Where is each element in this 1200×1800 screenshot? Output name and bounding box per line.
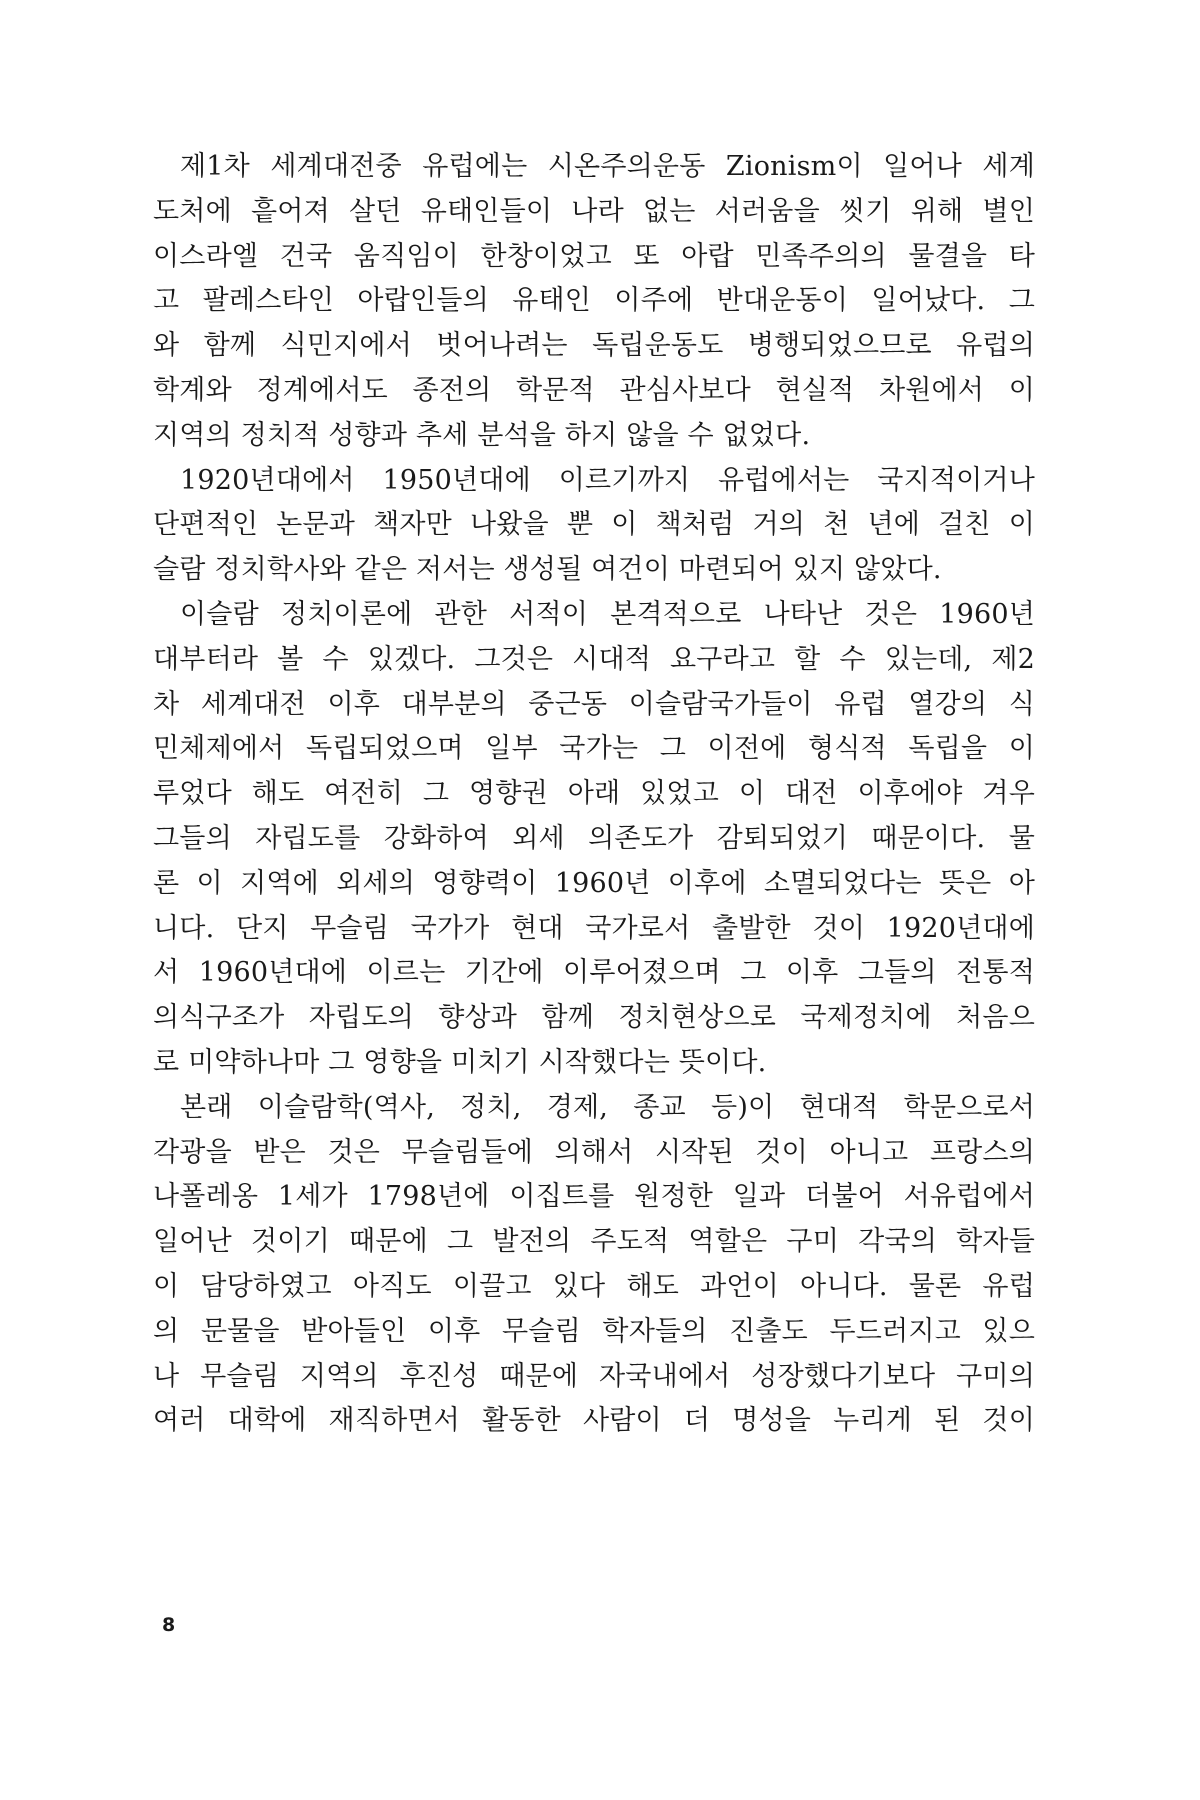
text-line: 의식구조가 자립도의 향상과 함께 정치현상으로 국제정치에 처음으 [153,1002,1035,1034]
body-text [153,145,1035,1444]
paragraph-4 [153,1086,1035,1444]
text-line: 나 무슬림 지역의 후진성 때문에 자국내에서 성장했다기보다 구미의 [153,1360,1035,1392]
text-line: 본래 이슬람학(역사, 정치, 경제, 종교 등)이 현대적 학문으로서 [180,1091,1035,1123]
text-line: 나폴레옹 1세가 1798년에 이집트를 원정한 일과 더불어 서유럽에서 [153,1181,1035,1213]
text-line: 루었다 해도 여전히 그 영향권 아래 있었고 이 대전 이후에야 겨우 [153,778,1035,810]
text-line: 론 이 지역에 외세의 영향력이 1960년 이후에 소멸되었다는 뜻은 아 [153,867,1035,899]
text-line: 서 1960년대에 이르는 기간에 이루어졌으며 그 이후 그들의 전통적 [153,957,1035,989]
text-line: 슬람 정치학사와 같은 저서는 생성될 여건이 마련되어 있지 않았다. [153,554,942,586]
paragraph-1 [153,145,1035,459]
text-line: 이슬람 정치이론에 관한 서적이 본격적으로 나타난 것은 1960년 [180,598,1035,630]
text-line: 지역의 정치적 성향과 추세 분석을 하지 않을 수 없었다. [153,419,811,451]
text-line: 여러 대학에 재직하면서 활동한 사람이 더 명성을 누리게 된 것이 [153,1405,1035,1437]
text-line: 제1차 세계대전중 유럽에는 시온주의운동 Zionism이 일어나 세계 [180,151,1035,182]
text-line: 로 미약하나마 그 영향을 미치기 시작했다는 뜻이다. [153,1046,767,1078]
text-line: 의 문물을 받아들인 이후 무슬림 학자들의 진출도 두드러지고 있으 [153,1315,1035,1347]
text-line: 와 함께 식민지에서 벗어나려는 독립운동도 병행되었으므로 유럽의 [153,330,1035,362]
paragraph-3 [153,593,1035,1086]
text-line: 대부터라 볼 수 있겠다. 그것은 시대적 요구라고 할 수 있는데, 제2 [153,643,1035,675]
text-line: 각광을 받은 것은 무슬림들에 의해서 시작된 것이 아니고 프랑스의 [153,1136,1035,1168]
page-number: 8 [162,1614,176,1636]
text-line: 이스라엘 건국 움직임이 한창이었고 또 아랍 민족주의의 물결을 타 [153,240,1035,272]
text-line: 일어난 것이기 때문에 그 발전의 주도적 역할은 구미 각국의 학자들 [153,1226,1035,1258]
text-line: 학계와 정계에서도 종전의 학문적 관심사보다 현실적 차원에서 이 [153,374,1035,406]
text-line: 1920년대에서 1950년대에 이르기까지 유럽에서는 국지적이거나 [180,464,1035,496]
text-line: 고 팔레스타인 아랍인들의 유태인 이주에 반대운동이 일어났다. 그 [153,285,1035,317]
text-line: 니다. 단지 무슬림 국가가 현대 국가로서 출발한 것이 1920년대에 [153,912,1035,944]
text-line: 민체제에서 독립되었으며 일부 국가는 그 이전에 형식적 독립을 이 [153,733,1035,765]
text-line: 그들의 자립도를 강화하여 외세 의존도가 감퇴되었기 때문이다. 물 [153,822,1035,854]
paragraph-2 [153,459,1035,593]
text-line: 차 세계대전 이후 대부분의 중근동 이슬람국가들이 유럽 열강의 식 [153,688,1035,720]
text-line: 도처에 흩어져 살던 유태인들이 나라 없는 서러움을 씻기 위해 별인 [153,195,1035,227]
text-line: 단편적인 논문과 책자만 나왔을 뿐 이 책처럼 거의 천 년에 걸친 이 [153,509,1035,541]
text-line: 이 담당하였고 아직도 이끌고 있다 해도 과언이 아니다. 물론 유럽 [153,1270,1035,1302]
